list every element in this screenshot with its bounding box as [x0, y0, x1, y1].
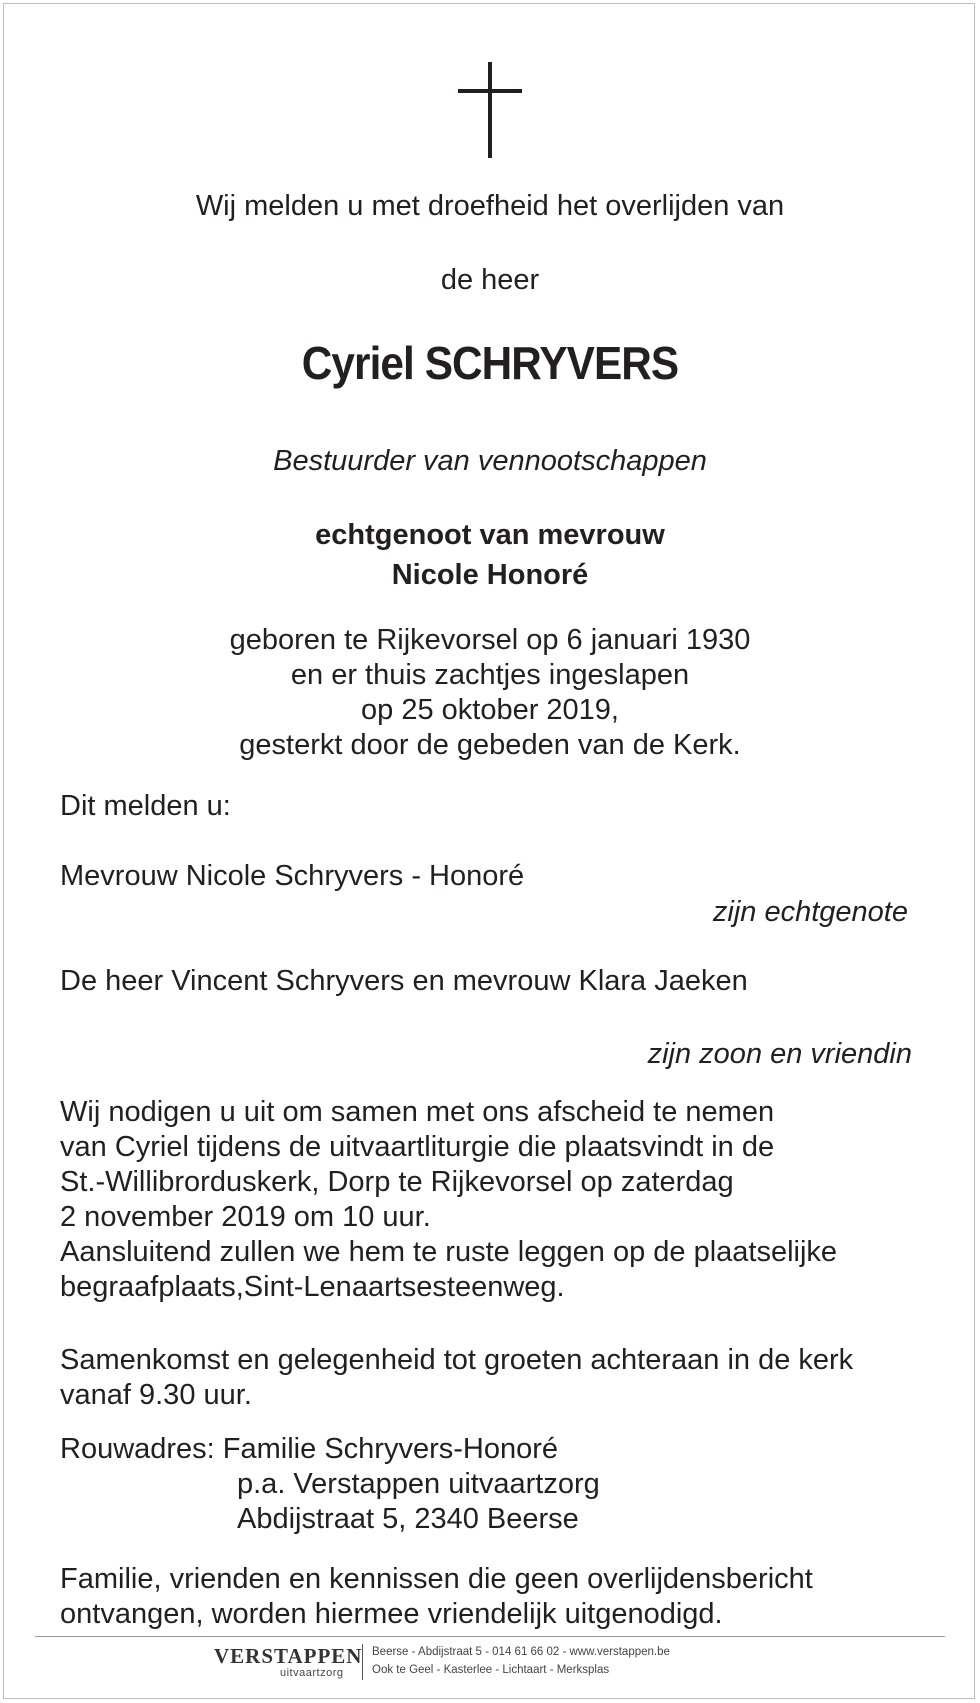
mourners-heading: Dit melden u:: [60, 790, 231, 822]
address-line-2: p.a. Verstappen uitvaartzorg: [237, 1468, 600, 1500]
gathering-line-1: Samenkomst en gelegenheid tot groeten achteraan in de kerk: [60, 1344, 854, 1376]
funeral-home-logo-sub: uitvaartzorg: [280, 1667, 344, 1679]
occupation: Bestuurder van vennootschappen: [273, 445, 707, 477]
gathering-paragraph: [60, 1343, 940, 1413]
ceremony-line-5: Aansluitend zullen we hem te ruste leggen op de plaatselijke: [60, 1236, 838, 1268]
closing-line-1: Familie, vrienden en kennissen die geen overlijdensbericht: [60, 1563, 813, 1595]
ceremony-line-4: 2 november 2019 om 10 uur.: [60, 1201, 431, 1233]
cross-icon: [458, 62, 522, 158]
ceremony-line-3: St.-Willibrorduskerk, Dorp te Rijkevorsel op zaterdag: [60, 1166, 734, 1198]
footer-separator: [362, 1644, 363, 1680]
ceremony-paragraph: [60, 1095, 940, 1305]
address-line-3: Abdijstraat 5, 2340 Beerse: [237, 1503, 579, 1535]
birth-line-3: op 25 oktober 2019,: [361, 694, 619, 726]
intro-text: Wij melden u met droefheid het overlijden van: [195, 190, 785, 222]
footer-address: Beerse - Abdijstraat 5 - 014 61 66 02 - www.verstappen.be: [372, 1646, 670, 1658]
closing-paragraph: [60, 1562, 940, 1632]
ceremony-line-6: begraafplaats,Sint-Lenaartsesteenweg.: [60, 1271, 565, 1303]
birth-line-4: gesterkt door de gebeden van de Kerk.: [239, 729, 741, 761]
mourner-1: Mevrouw Nicole Schryvers - Honoré: [60, 860, 525, 892]
deceased-name: Cyriel SCHRYVERS: [301, 337, 679, 389]
mourner-2: De heer Vincent Schryvers en mevrouw Klara Jaeken: [60, 965, 748, 997]
relation-2: zijn zoon en vriendin: [647, 1038, 912, 1070]
spouse-line-2: Nicole Honoré: [391, 559, 589, 591]
address-label-line: Rouwadres: Familie Schryvers-Honoré: [60, 1433, 558, 1465]
birth-line-2: en er thuis zachtjes ingeslapen: [290, 659, 690, 691]
footer-divider: [35, 1636, 945, 1637]
footer-branches: Ook te Geel - Kasterlee - Lichtaart - Merksplas: [372, 1664, 610, 1676]
closing-line-2: ontvangen, worden hiermee vriendelijk uitgenodigd.: [60, 1598, 723, 1630]
funeral-home-logo: VERSTAPPEN: [214, 1644, 363, 1668]
birth-line-1: geboren te Rijkevorsel op 6 januari 1930: [229, 624, 751, 656]
ceremony-line-2: van Cyriel tijdens de uitvaartliturgie die plaatsvindt in de: [60, 1131, 775, 1163]
spouse-line-1: echtgenoot van mevrouw: [315, 519, 665, 551]
title-text: de heer: [440, 264, 540, 296]
ceremony-line-1: Wij nodigen u uit om samen met ons afscheid te nemen: [60, 1096, 775, 1128]
gathering-line-2: vanaf 9.30 uur.: [60, 1379, 252, 1411]
relation-1: zijn echtgenote: [712, 896, 908, 928]
